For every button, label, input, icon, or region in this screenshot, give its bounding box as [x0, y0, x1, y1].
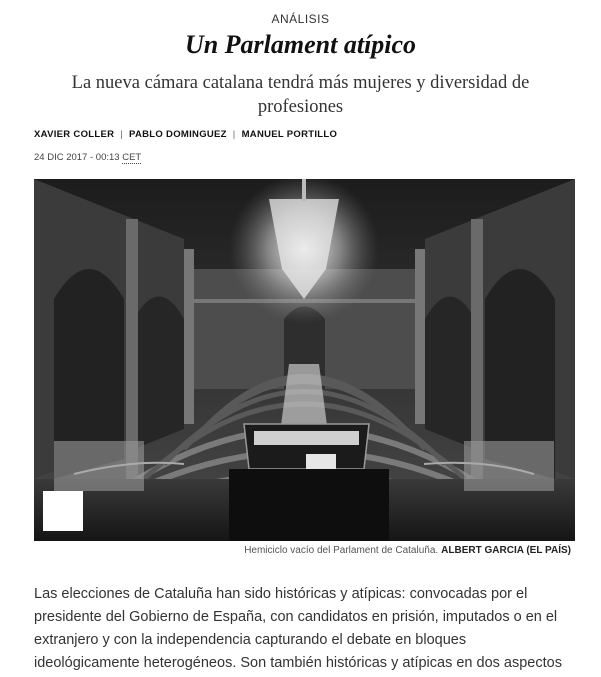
article-subtitle: La nueva cámara catalana tendrá más mujeres y diversidad de profesiones	[71, 73, 530, 117]
section-kicker[interactable]: ANÁLISIS	[271, 12, 330, 26]
expand-photo-button[interactable]	[43, 491, 83, 531]
photo-credit: ALBERT GARCIA (EL PAÍS)	[441, 545, 571, 556]
caption-text: Hemiciclo vacío del Parlament de Cataluña.	[244, 545, 439, 556]
article-photo[interactable]	[34, 179, 575, 541]
article-title: Un Parlament atípico	[184, 30, 417, 59]
timezone-abbr: CET	[122, 152, 142, 163]
photo-caption	[244, 545, 571, 556]
publish-date	[34, 152, 141, 163]
byline	[34, 129, 337, 140]
article-paragraph: Las elecciones de Cataluña han sido históricas y atípicas: convocadas por el presidente del Gobierno de España, con candidatos en prisión, imputados o en el extranjero y con la independencia capturando el debate en bloques ideológicamente heterogéneos. Son también históricas y atípicas en dos aspectos	[34, 586, 562, 671]
author-link[interactable]: MANUEL PORTILLO	[241, 129, 338, 140]
publish-date-value: 24 DIC 2017 - 00:13	[34, 152, 120, 163]
byline-separator: |	[232, 129, 236, 140]
author-link[interactable]: PABLO DOMINGUEZ	[129, 129, 227, 140]
parliament-chamber-illustration	[34, 179, 575, 541]
author-link[interactable]: XAVIER COLLER	[34, 129, 115, 140]
byline-separator: |	[120, 129, 124, 140]
